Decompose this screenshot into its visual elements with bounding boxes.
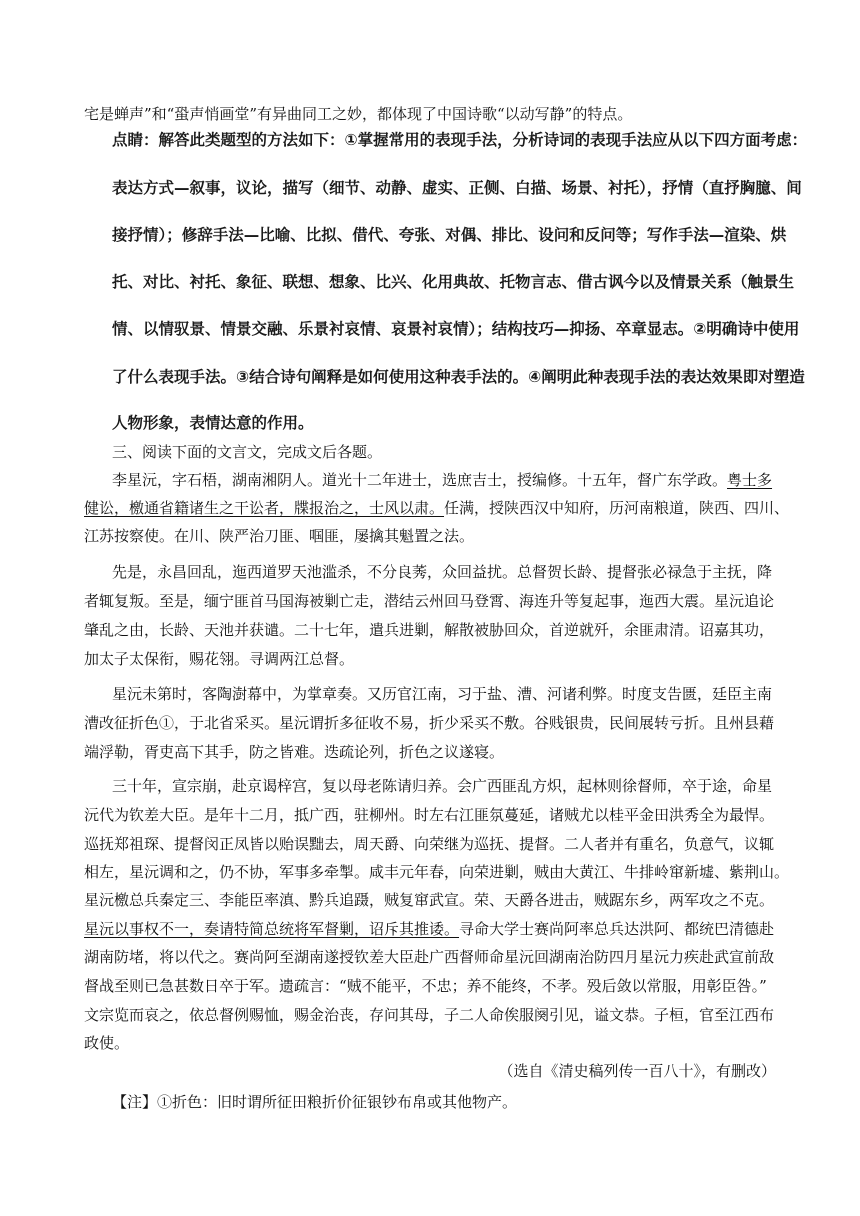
para4-line6-text: 寻命大学士赛尚阿率总兵达洪阿、都统巴清德赴 — [459, 920, 775, 938]
underlined-sentence-2: 星沅以事权不一，奏请特简总统将军督剿，诏斥其推诿。 — [84, 920, 460, 938]
underlined-sentence-1b: 健讼，檄通省籍诸生之干讼者，牒报治之，士风以肃。 — [84, 499, 445, 517]
para4-line2: 沅代为钦差大臣。是年十二月，抵广西，驻柳州。时左右江匪氛蔓延，诸贼尤以桂平金田洪秀全为最悍。 — [84, 806, 775, 824]
para4-line1: 三十年，宣宗崩，赴京谒梓宫，复以母老陈请归养。会广西匪乱方炽，起林则徐督师，卒于途，命星 — [112, 777, 773, 795]
source-citation: （选自《清史稿列传一百八十》，有删改） — [498, 1062, 776, 1080]
underlined-sentence-1a: 粤士多 — [727, 471, 773, 489]
tip-line-2: 表达方式—叙事，议论，描写（细节、动静、虚实、正侧、白描、场景、衬托），抒情（直抒胸臆、间 — [112, 179, 802, 197]
para4-line3: 巡抚郑祖琛、提督闵正凤皆以贻误黜去，周天爵、向荣继为巡抚、提督。二人者并有重名，负意气，议辄 — [84, 835, 775, 853]
para1-line3: 江苏按察使。在川、陕严治刀匪、啯匪，屡擒其魁置之法。 — [84, 527, 475, 545]
para4-line8: 督战至则已急甚数日卒于军。遗疏言：“贼不能平，不忠；养不能终，不孝。殁后敛以常服，用彰臣咎。” — [84, 977, 767, 995]
para1-line2-text: 任满，授陕西汉中知府，历河南粮道，陕西、四川、 — [444, 499, 790, 517]
para1-line2 — [84, 498, 789, 518]
tip-line-6: 了什么表现手法。③结合诗句阐释是如何使用这种表手法的。④阐明此种表现手法的表达效果即对塑造 — [112, 368, 805, 386]
para4-line9: 文宗览而哀之，依总督例赐恤，赐金治丧，存问其母，子二人命俟服阕引见，谥文恭。子桓，官至江西布 — [84, 1006, 775, 1024]
para4-line7: 湖南防堵，将以代之。赛尚阿至湖南遂授钦差大臣赴广西督师命星沅回湖南治防四月星沅力疾赴武宣前敌 — [84, 948, 775, 966]
section-heading: 三、阅读下面的文言文，完成文后各题。 — [112, 443, 383, 461]
tip-line-5: 情、以情驭景、情景交融、乐景衬哀情、哀景衬哀情）；结构技巧—抑扬、卒章显志。②明确诗中使用 — [112, 320, 800, 338]
annotation-note: 【注】①折色：旧时谓所征田粮折价征银钞布帛或其他物产。 — [112, 1093, 518, 1111]
para4-line4: 相左，星沅调和之，仍不协，军事多牵掣。咸丰元年春，向荣进剿，贼由大黄江、牛排岭窜新墟、紫荆山。 — [84, 863, 790, 881]
para4-line6 — [84, 919, 774, 939]
para4-line10: 政使。 — [84, 1034, 130, 1052]
para3-line3: 端浮勒，胥吏高下其手，防之皆难。迭疏论列，折色之议遂寝。 — [84, 743, 505, 761]
para1-line1-text: 李星沅，字石梧，湖南湘阴人。道光十二年进士，选庶吉士，授编修。十五年，督广东学政。 — [112, 471, 728, 489]
para2-line1: 先是，永昌回乱，迤西道罗天池滥杀，不分良莠，众回益扰。总督贺长龄、提督张必禄急于主抚，降 — [112, 563, 773, 581]
tip-line-4: 托、对比、衬托、象征、联想、想象、比兴、化用典故、托物言志、借古讽今以及情景关系（触景生 — [112, 273, 795, 291]
para3-line1: 星沅未第时，客陶澍幕中，为掌章奏。又历官江南，习于盐、漕、河诸利弊。时度支告匮，廷臣主南 — [112, 685, 773, 703]
para2-line4: 加太子太保衔，赐花翎。寻调两江总督。 — [84, 650, 355, 668]
para2-line3: 肇乱之由，长龄、天池并获谴。二十七年，遣兵进剿，解散被胁回众，首逆就歼，余匪肃清。诏嘉其功， — [84, 621, 775, 639]
para2-line2: 者辄复叛。至是，缅宁匪首马国海被剿亡走，潜结云州回马登霄、海连升等复起事，迤西大震。星沅追论 — [84, 592, 775, 610]
tip-line-7: 人物形象，表情达意的作用。 — [112, 414, 314, 432]
text-line-1: 宅是蝉声”和“蛩声悄画堂”有异曲同工之妙，都体现了中国诗歌“以动写静”的特点。 — [84, 105, 633, 123]
para4-line5: 星沅檄总兵秦定三、李能臣率滇、黔兵追蹑，贼复窜武宣。荣、天爵各进击，贼踞东乡，两军攻之不克。 — [84, 891, 775, 909]
tip-line-1: 点睛：解答此类题型的方法如下：①掌握常用的表现手法，分析诗词的表现手法应从以下四方面考虑： — [112, 131, 808, 149]
tip-line-3: 接抒情）；修辞手法—比喻、比拟、借代、夸张、对偶、排比、设问和反问等；写作手法—渲染、烘 — [112, 226, 787, 244]
para3-line2: 漕改征折色①，于北省采买。星沅谓折多征收不易，折少采买不敷。谷贱银贵，民间展转亏折。且州县藉 — [84, 714, 775, 732]
para1-line1 — [112, 470, 772, 490]
